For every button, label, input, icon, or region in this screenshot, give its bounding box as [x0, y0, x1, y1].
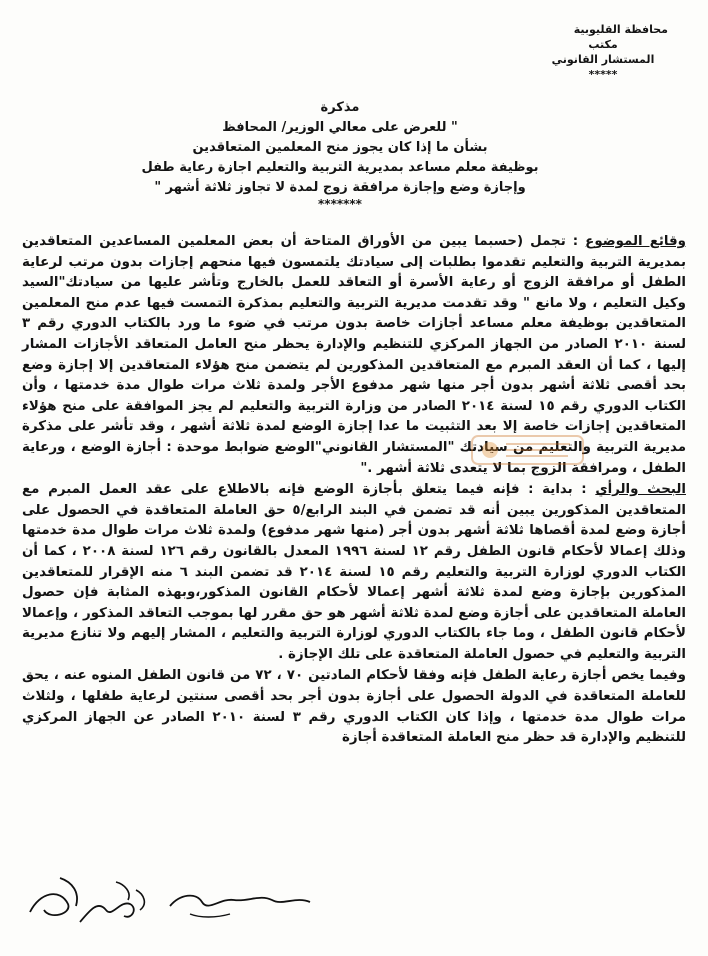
memo-title-block: [120, 98, 560, 210]
opinion-text: : بداية : فإنه فيما يتعلق بأجازة الوضع فإنه بالاطلاع على عقد العمل المبرم مع المتعاقدين المذكورين يبين أنه قد تضمن في البند الرابع/٥ حق العاملة المتعاقدة في الحصول على أجازة وضع لمدة أقصاها ثلاثة أشهر بدون أجر (منها شهر مدفوع) ولمدة ثلاث مرات طوال مدة خدمتها وذلك إعمالا لأحكام قانون الطفل رقم ١٢ لسنة ١٩٩٦ المعدل بالقانون رقم ١٢٦ لسنة ٢٠٠٨ ، كما أن الكتاب الدوري لوزارة التربية والتعليم رقم ١٥ لسنة ٢٠١٤ قد تضمن البند ٦ منه الإقرار للمتعاقدين المذكورين بإجازة وضع لمدة ثلاثة أشهر إعمالا لأحكام القانون المذكور،وبهذه المثابة فإن حصول العاملة المتعاقدين على أجازة وضع لمدة ثلاثة أشهر هو حق مقرر لها بموجب التعاقد المذكور ، وإعمالا لأحكام قانون الطفل ، وما جاء بالكتاب الدوري لوزارة التربية والتعليم ، المشار إليهم ولا تنازع مديرية التربية والتعليم في حصول العاملة المتعاقدة على تلك الإجازة .: [22, 482, 686, 662]
opinion-paragraph: [22, 480, 686, 665]
memo-subject-line-2: بوظيفة معلم مساعد بمديرية التربية والتعليم اجازة رعاية طفل: [141, 160, 539, 175]
handwritten-signatures: [20, 870, 350, 940]
childcare-paragraph: [22, 666, 686, 748]
memo-body: [22, 232, 686, 750]
childcare-text: وفيما يخص أجازة رعاية الطفل فإنه وفقا لأحكام المادتين ٧٠ ، ٧٢ من قانون الطفل المنوه عنه ، يحق للعاملة المتعاقدة في الدولة الحصول على أجازة بدون أجر بحد أقصى سنتين لرعاية طفلها ، ولثلاث مرات طوال مدة خدمتها ، وإذا كان الكتاب الدوري رقم ٣ لسنة ٢٠١٠ الصادر عن الجهاز المركزي للتنظيم والإدارة قد حظر منح العاملة المتعاقدة أجازة: [22, 668, 686, 746]
watermark-logo: [470, 430, 585, 470]
letterhead: [538, 22, 668, 82]
memo-subject-line-1: بشأن ما إذا كان يجوز منح المعلمين المتعاقدين: [192, 140, 488, 155]
facts-heading: وقائع الموضوع: [585, 234, 686, 249]
governorate-name: محافظة القليوبية: [573, 23, 668, 36]
facts-text: : تجمل (حسبما يبين من الأوراق المتاحة أن بعض المعلمين المساعدين المتعاقدين بمديرية التربية والتعليم تقدموا بطلبات إلى سيادتك يلتمسون فيها منحهم إجازات بدون مرتب لرعاية الطفل أو مرافقة الزوج أو رعاية الأسرة أو التعاقد للعمل بالخارج وتأشر عليها من سيادتك"السيد وكيل التعليم ، ولا مانع " وقد تقدمت مديرية التربية والتعليم بمذكرة التمست فيها عدم منح المعلمين المتعاقدين بوظيفة معلم مساعد أجازات خاصة بدون مرتب في ضوء ما ورد بالكتاب الدوري رقم ٣ لسنة ٢٠١٠ الصادر من الجهاز المركزي للتنظيم والإدارة يحظر منح العامل المتعاقد الأجازات المشار إليها ، كما أن العقد المبرم مع المتعاقدين المذكورين لم يتضمن منح هؤلاء المتعاقدين إلا إجازة وضع بحد أقصى ثلاثة أشهر بدون أجر منها شهر مدفوع الأجر ولمدة ثلاث مرات طوال مدة خدمتها ، وأن الكتاب الدوري رقم ١٥ لسنة ٢٠١٤ الصادر من وزارة التربية والتعليم لم يجز الموافقة على منح هؤلاء المتعاقدين إجازات خاصة إلا بعد التثبيت ما عدا إجازة الوضع لمدة ثلاثة أشهر ، وقد تأشر على مذكرة مديرية التربية والتعليم من سيادتك "المستشار القانوني"الوضع ضوابط موحدة : أجازة الوضع ، ورعاية الطفل ، ومرافقة الزوج بما لا يتعدى ثلاثة أشهر .": [22, 234, 686, 476]
memo-heading: مذكرة: [320, 100, 360, 115]
title-stars: *******: [318, 197, 362, 211]
legal-advisor-label: المستشار القانوني: [551, 53, 655, 66]
memo-addressee: " للعرض على معالي الوزير/ المحافظ: [222, 120, 458, 135]
office-label: مكتب: [588, 38, 618, 51]
opinion-heading: البحث والرأي: [595, 482, 686, 498]
memo-subject-line-3: وإجازة وضع وإجازة مرافقة زوج لمدة لا تجاوز ثلاثة أشهر ": [154, 180, 526, 195]
facts-paragraph: [22, 232, 686, 479]
letterhead-stars: *****: [588, 68, 618, 81]
